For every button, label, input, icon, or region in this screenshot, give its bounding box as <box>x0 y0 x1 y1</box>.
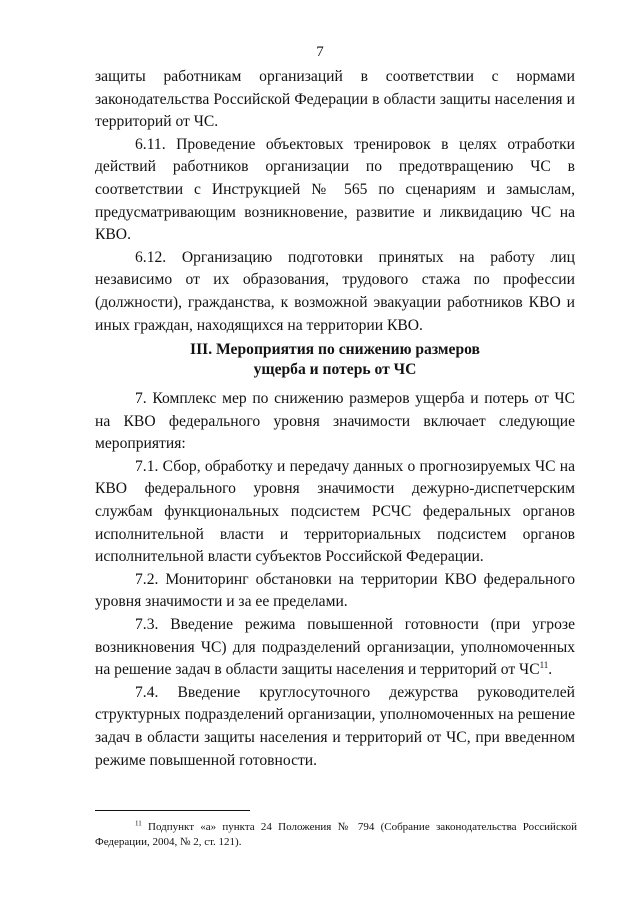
section-heading <box>95 340 575 380</box>
paragraph-7-3-text: 7.3. Введение режима повышенной готовности (при угрозе возникновения ЧС) для подразделений организации, уполномоченных на решение задач в области защиты населения и территорий от ЧС <box>95 615 575 679</box>
footnote-text: Подпункт «а» пункта 24 Положения № 794 (Собрание законодательства Российской Федерации, 2004, № 2, ст. 121). <box>95 821 577 848</box>
paragraph-7-3: 7.3. Введение режима повышенной готовности (при угрозе возникновения ЧС) для подразделений организации, уполномоченных на решение задач в области защиты населения и территорий от ЧС$^{11}$. <box>95 615 575 679</box>
footnote-reference: 11 <box>539 659 549 670</box>
section-heading-line-1: III. Мероприятия по снижению размеров <box>190 341 480 358</box>
paragraph-6-11: 6.11. Проведение объектовых тренировок в целях отработки действий работников организации по предотвращению ЧС в соответствии с Инструкцией № 565 по сценариям и замыслам, предусматривающим возникновение, развитие и ликвидацию ЧС на КВО. <box>95 135 575 244</box>
paragraph-continuation: защиты работникам организаций в соответствии с нормами законодательства Российской Федерации в области защиты населения и территорий от ЧС. <box>95 68 575 131</box>
main-text-block <box>95 388 575 772</box>
paragraph-7-4: 7.4. Введение круглосуточного дежурства руководителей структурных подразделений организации, уполномоченных на решение задач в области защиты населения и территорий от ЧС, при введенном режиме повышенной готовности. <box>95 683 575 769</box>
top-text-block <box>95 66 575 337</box>
paragraph-7: 7. Комплекс мер по снижению размеров ущерба и потерь от ЧС на КВО федерального уровня значимости включает следующие мероприятия: <box>95 390 575 453</box>
footnote <box>95 820 577 850</box>
footnote-marker: 11 <box>135 819 142 828</box>
footnote-divider <box>95 810 250 811</box>
paragraph-7-2: 7.2. Мониторинг обстановки на территории КВО федерального уровня значимости и за ее пределами. <box>95 570 575 611</box>
paragraph-7-1: 7.1. Сбор, обработку и передачу данных о прогнозируемых ЧС на КВО федерального уровня значимости дежурно-диспетчерским службам функциональных подсистем РСЧС федеральных органов исполнительной власти и территориальных подсистем органов исполнительной власти субъектов Российской Федерации. <box>95 457 575 566</box>
page-number: 7 <box>316 44 324 60</box>
paragraph-6-12: 6.12. Организацию подготовки принятых на работу лиц независимо от их образования, трудового стажа по профессии (должности), гражданства, к возможной эвакуации работников КВО и иных граждан, находящихся на территории КВО. <box>95 248 575 334</box>
section-heading-line-2: ущерба и потерь от ЧС <box>253 361 417 378</box>
